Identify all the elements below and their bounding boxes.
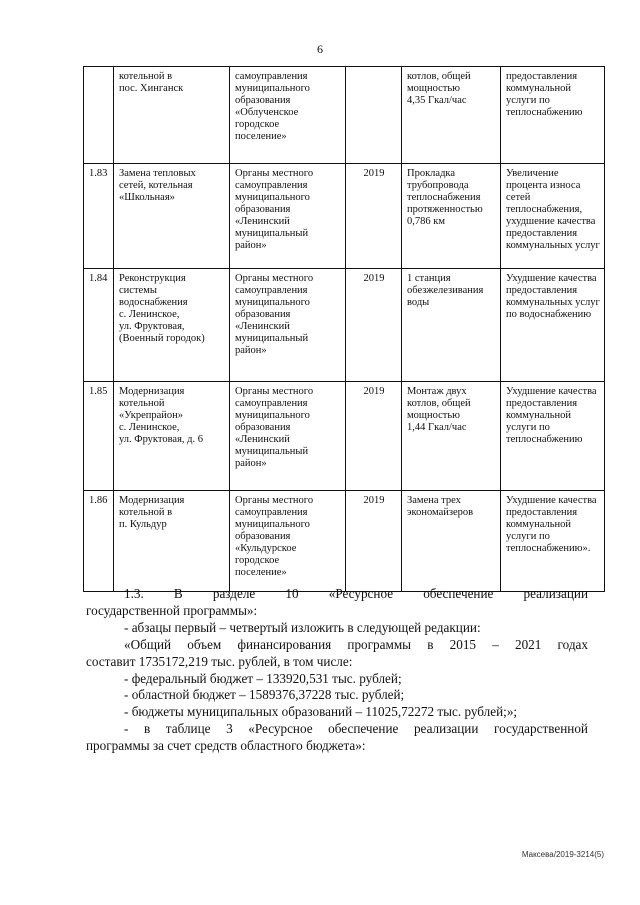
paragraph-table3-line1: - в таблице 3 «Ресурсное обеспечение реализации государственной: [124, 721, 588, 737]
body-text: [86, 586, 588, 755]
paragraph-total-line1: «Общий объем финансирования программы в 2015 – 2021 годах: [124, 636, 588, 652]
expected-result: Монтаж двух котлов, общей мощностью 1,44 Гкал/час: [402, 382, 501, 491]
executor: Органы местного самоуправления муниципального образования «Кульдурское городское поселение»: [230, 491, 346, 592]
table-row: [84, 269, 605, 382]
row-number: [84, 67, 114, 164]
paragraph-table3-line2: программы за счет средств областного бюджета»:: [86, 738, 366, 754]
consequence: Ухудшение качества предоставления коммунальной услуги по теплоснабжению: [501, 382, 605, 491]
expected-result: котлов, общей мощностью 4,35 Гкал/час: [402, 67, 501, 164]
executor: самоуправления муниципального образования «Облученское городское поселение»: [230, 67, 346, 164]
expected-result: Прокладка трубопровода теплоснабжения протяженностью 0,786 км: [402, 164, 501, 269]
row-number: 1.85: [84, 382, 114, 491]
paragraph-total-line2: составит 1735172,219 тыс. рублей, в том числе:: [86, 653, 353, 669]
year: [346, 67, 402, 164]
row-number: 1.84: [84, 269, 114, 382]
row-number: 1.86: [84, 491, 114, 592]
measure-name: Реконструкция системы водоснабжения с. Ленинское, ул. Фруктовая, (Военный городок): [114, 269, 230, 382]
expected-result: Замена трех экономайзеров: [402, 491, 501, 592]
year: 2019: [346, 382, 402, 491]
year: 2019: [346, 491, 402, 592]
expected-result: 1 станция обезжелезивания воды: [402, 269, 501, 382]
measures-table: [83, 66, 605, 592]
executor: Органы местного самоуправления муниципального образования «Ленинский муниципальный район»: [230, 269, 346, 382]
executor: Органы местного самоуправления муниципального образования «Ленинский муниципальный район»: [230, 164, 346, 269]
measure-name: Модернизация котельной «Укрепрайон» с. Ленинское, ул. Фруктовая, д. 6: [114, 382, 230, 491]
consequence: Ухудшение качества предоставления коммунальной услуги по теплоснабжению».: [501, 491, 605, 592]
paragraph-abzacy: - абзацы первый – четвертый изложить в следующей редакции:: [124, 619, 481, 635]
consequence: предоставления коммунальной услуги по теплоснабжению: [501, 67, 605, 164]
consequence: Увеличение процента износа сетей теплоснабжения, ухудшение качества предоставления коммунальных услуг: [501, 164, 605, 269]
paragraph-federal: - федеральный бюджет – 133920,531 тыс. рублей;: [124, 670, 402, 686]
table-row: [84, 382, 605, 491]
measure-name: Замена тепловых сетей, котельная «Школьная»: [114, 164, 230, 269]
measure-name: Модернизация котельной в п. Кульдур: [114, 491, 230, 592]
table-row: [84, 164, 605, 269]
paragraph-section-10-line2: государственной программы»:: [86, 602, 258, 618]
executor: Органы местного самоуправления муниципального образования «Ленинский муниципальный район»: [230, 382, 346, 491]
document-code: Максева/2019-3214(5): [521, 850, 604, 859]
row-number: 1.83: [84, 164, 114, 269]
table-row: [84, 67, 605, 164]
page-number: 6: [317, 42, 323, 56]
paragraph-regional: - областной бюджет – 1589376,37228 тыс. рублей;: [124, 687, 405, 703]
consequence: Ухудшение качества предоставления коммунальных услуг по водоснабжению: [501, 269, 605, 382]
paragraph-section-10-line1: 1.3. В разделе 10 «Ресурсное обеспечение реализации: [124, 586, 588, 601]
measure-name: котельной в пос. Хинганск: [114, 67, 230, 164]
year: 2019: [346, 164, 402, 269]
table-row: [84, 491, 605, 592]
year: 2019: [346, 269, 402, 382]
paragraph-municipal: - бюджеты муниципальных образований – 11025,72272 тыс. рублей;»;: [124, 704, 518, 720]
